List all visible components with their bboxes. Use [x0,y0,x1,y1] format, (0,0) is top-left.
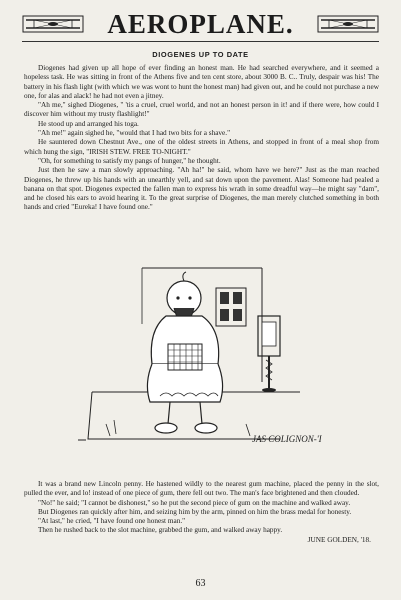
biplane-icon [317,13,379,35]
paragraph: Then he rushed back to the slot machine, grabbed the gum, and walked away happy. [38,526,283,535]
masthead-rule [22,41,379,42]
paragraph: Just then he saw a man slowly approaching. "Ah ha!" he said, whom have we here?" Just as the man reached Diogenes, he threw up his hands with an unearthly yell, and sat down upon the pavement. Alas! Someone had pealed a banana on that spot. Diogenes expected the fallen man to express his wrath in some dreadful way—he might say "dam", and he closed his ears to avoid hearing it. To the great surprise of Diogenes, the man merely clutched something in both hands and cried "Eureka! I have found one." [24,166,379,212]
paragraph: "No!" he said; "I cannot be dishonest," so he put the second piece of gum on the machine and walked away. [38,498,351,507]
paragraph: "Ah me!" again sighed he, "would that I had two bits for a shave." [38,129,231,138]
page-number: 63 [195,578,206,589]
cartoon-illustration [70,264,340,459]
masthead-title: AEROPLANE. [107,9,294,39]
paragraph: But Diogenes ran quickly after him, and seizing him by the arm, pinned on him the brass medal for honesty. [38,507,352,516]
article-title: DIOGENES UP TO DATE [152,50,249,59]
paragraph: He sauntered down Chestnut Ave., one of the oldest streets in Athens, and stopped in front of a meal shop from which hung the sign, "IRISH STEW. FREE TO-NIGHT." [24,138,379,156]
masthead [22,8,379,40]
paragraph: He stood up and arranged his toga. [38,119,139,128]
author-signature: JUNE GOLDEN, '18. [307,535,371,544]
artist-signature: JAS COLIGNON-'I [252,434,322,444]
article-body-bottom [24,480,379,545]
paragraph: It was a brand new Lincoln penny. He hastened wildly to the nearest gum machine, placed the penny in the slot, pulled the ever, and lo! instead of one piece of gum, there fell out two. The man's face brightened and then clouded. [24,480,379,498]
paragraph: "Oh, for something to satisfy my pangs of hunger," he thought. [38,156,221,165]
paragraph: "At last," he cried, "I have found one honest man." [38,517,186,526]
article-body-top [24,64,379,213]
paragraph: "Ah me," sighed Diogenes, " 'tis a cruel, cruel world, and not an honest person in it! and if there were, how could I discover him without my trusty flashlight!" [24,101,379,119]
paragraph: Diogenes had given up all hope of ever finding an honest man. He had searched everywhere, and it seemed a hopeless task. He was sitting in front of the Athens five and ten cent store, about 3000 B. C.. Truly, despair was his! The battery in his flash light (with which we was wont to hunt the honest man) had given out, and he could not purchase a new one, for alas and alack! he had not even a jitney. [24,64,379,100]
biplane-icon [22,13,84,35]
